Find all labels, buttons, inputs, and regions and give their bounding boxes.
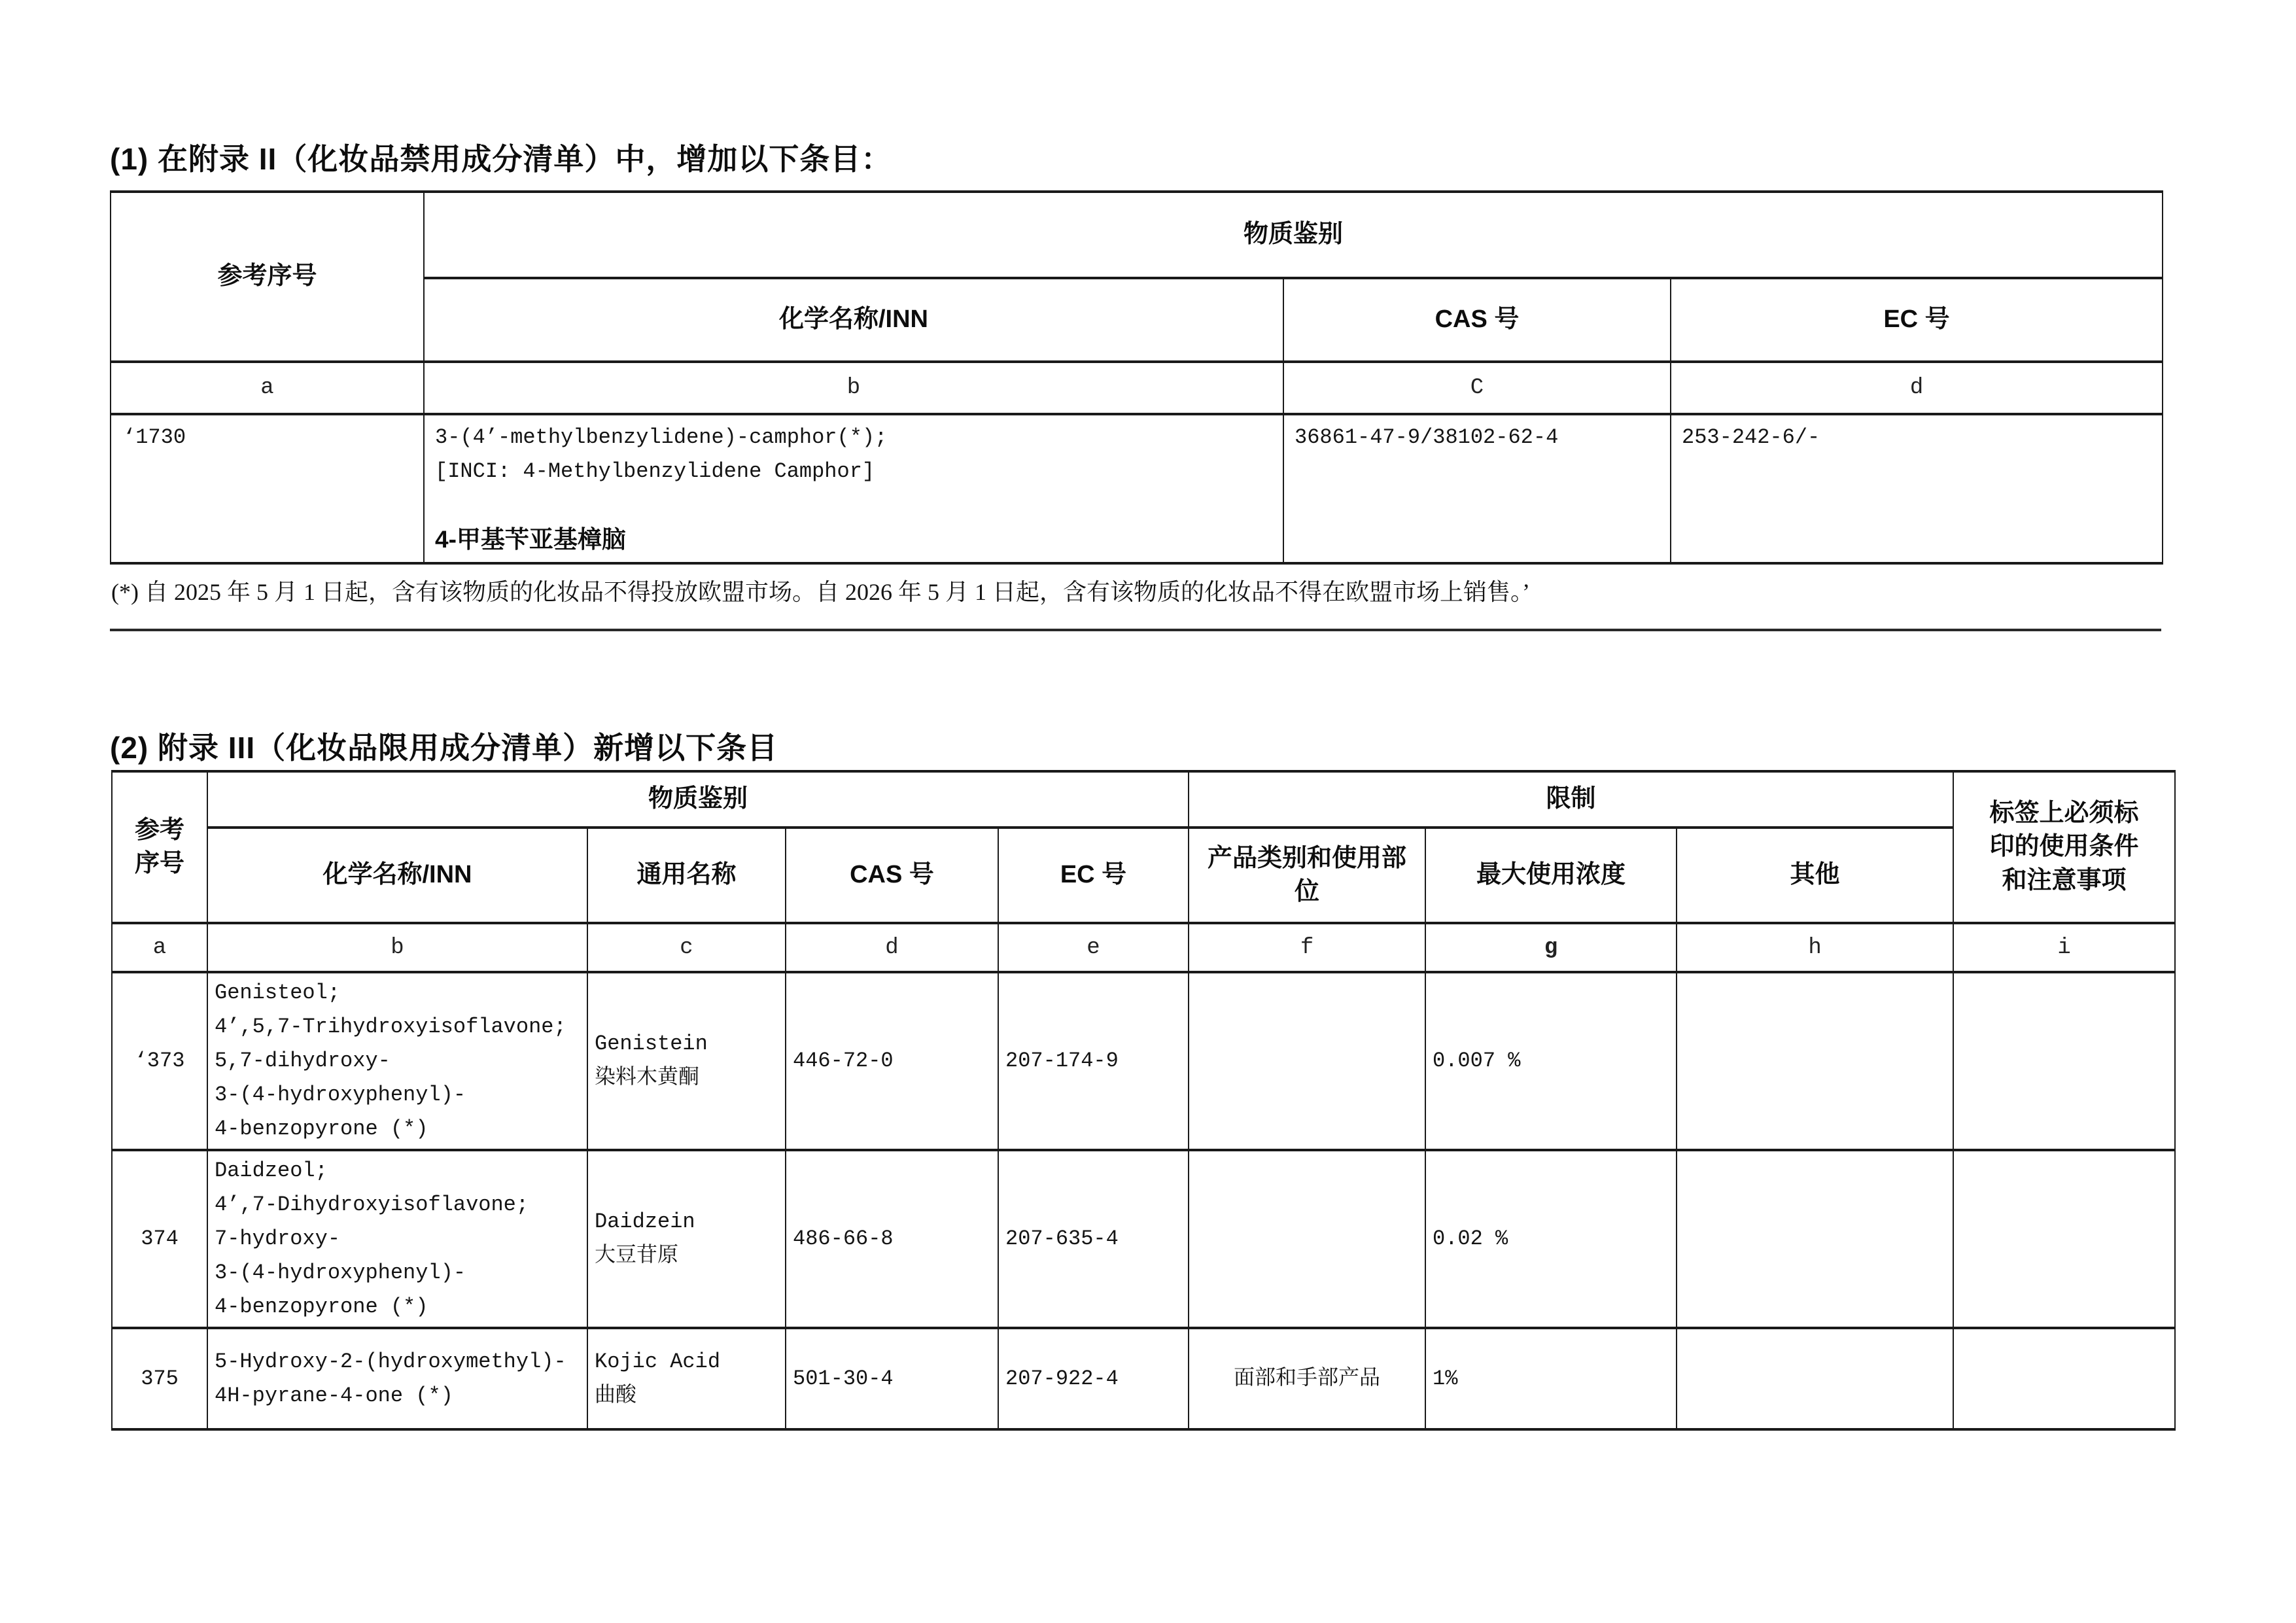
- annex2-letter-d: d: [1671, 362, 2163, 414]
- horizontal-divider: [110, 629, 2161, 631]
- annex3-row-373: [112, 972, 2175, 1150]
- annex3-letter-d: d: [786, 923, 998, 972]
- annex3-letter-c: c: [587, 923, 786, 972]
- row375-common-name: Kojic Acid 曲酸: [587, 1328, 786, 1429]
- annex2-cell-ref: ‘1730: [111, 414, 424, 563]
- annex2-header-ref: 参考序号: [111, 192, 424, 362]
- annex2-cell-chemical-name: [424, 414, 1283, 563]
- annex3-header-max-concentration: 最大使用浓度: [1425, 828, 1677, 923]
- row375-label-conditions: [1953, 1328, 2175, 1429]
- row374-product-type: [1189, 1150, 1425, 1328]
- annex3-header-product-type: 产品类别和使用部位: [1189, 828, 1425, 923]
- row375-ref: 375: [112, 1328, 207, 1429]
- row373-ec: 207-174-9: [998, 972, 1189, 1150]
- annex2-letter-b: b: [424, 362, 1283, 414]
- annex2-letter-c: C: [1283, 362, 1671, 414]
- annex3-letter-b: b: [207, 923, 587, 972]
- row374-cas: 486-66-8: [786, 1150, 998, 1328]
- annex2-letter-a: a: [111, 362, 424, 414]
- row374-chemical-name: Daidzeol; 4’,7-Dihydroxyisoflavone; 7-hydroxy- 3-(4-hydroxyphenyl)- 4-benzopyrone (*): [207, 1150, 587, 1328]
- row375-ec: 207-922-4: [998, 1328, 1189, 1429]
- annex3-header-ec: EC 号: [998, 828, 1189, 923]
- annex3-letter-g: g: [1425, 923, 1677, 972]
- annex3-header-label-conditions: 标签上必须标印的使用条件和注意事项: [1953, 771, 2175, 923]
- annex2-header-cas: CAS 号: [1283, 278, 1671, 362]
- row375-chemical-name: 5-Hydroxy-2-(hydroxymethyl)- 4H-pyrane-4-one (*): [207, 1328, 587, 1429]
- annex3-letter-h: h: [1677, 923, 1953, 972]
- annex3-letter-e: e: [998, 923, 1189, 972]
- annex3-row-374: [112, 1150, 2175, 1328]
- row373-max-concentration: 0.007 %: [1425, 972, 1677, 1150]
- row373-product-type: [1189, 972, 1425, 1150]
- annex2-header-chemical-name: 化学名称/INN: [424, 278, 1283, 362]
- row374-label-conditions: [1953, 1150, 2175, 1328]
- annex3-letter-i: i: [1953, 923, 2175, 972]
- annex3-letter-f: f: [1189, 923, 1425, 972]
- section1-heading: (1) 在附录 II（化妆品禁用成分清单）中，增加以下条目：: [110, 142, 892, 176]
- chemical-name-line2: [INCI: 4-Methylbenzylidene Camphor]: [435, 459, 875, 483]
- row373-chemical-name: Genisteol; 4’,5,7-Trihydroxyisoflavone; 5,7-dihydroxy- 3-(4-hydroxyphenyl)- 4-benzopyrone (*): [207, 972, 587, 1150]
- row374-common-name: Daidzein 大豆苷原: [587, 1150, 786, 1328]
- section2-heading: (2) 附录 III（化妆品限用成分清单）新增以下条目: [110, 731, 778, 765]
- row373-common-name: Genistein 染料木黄酮: [587, 972, 786, 1150]
- annex3-header-cas: CAS 号: [786, 828, 998, 923]
- row373-ref: ‘373: [112, 972, 207, 1150]
- annex2-header-ec: EC 号: [1671, 278, 2163, 362]
- row375-product-type: 面部和手部产品: [1189, 1328, 1425, 1429]
- annex3-header-common-name: 通用名称: [587, 828, 786, 923]
- annex2-cell-cas: 36861-47-9/38102-62-4: [1283, 414, 1671, 563]
- row374-ec: 207-635-4: [998, 1150, 1189, 1328]
- row375-max-concentration: 1%: [1425, 1328, 1677, 1429]
- row374-other: [1677, 1150, 1953, 1328]
- row374-ref: 374: [112, 1150, 207, 1328]
- annex3-header-restrictions: 限制: [1189, 771, 1953, 828]
- annex3-letter-a: a: [112, 923, 207, 972]
- annex3-row-375: [112, 1328, 2175, 1429]
- annex3-header-substance-identity: 物质鉴别: [207, 771, 1189, 828]
- chemical-name-line1: 3-(4’-methylbenzylidene)-camphor(*);: [435, 425, 888, 449]
- row373-other: [1677, 972, 1953, 1150]
- annex2-table: [110, 190, 2163, 565]
- annex3-header-other: 其他: [1677, 828, 1953, 923]
- chemical-name-chinese: 4-甲基苄亚基樟脑: [435, 526, 626, 553]
- row373-label-conditions: [1953, 972, 2175, 1150]
- annex2-cell-ec: 253-242-6/-: [1671, 414, 2163, 563]
- annex3-header-ref: 参考序号: [112, 771, 207, 923]
- asterisk-footnote: (*) 自 2025 年 5 月 1 日起，含有该物质的化妆品不得投放欧盟市场。自 2026 年 5 月 1 日起，含有该物质的化妆品不得在欧盟市场上销售。’: [111, 579, 1530, 605]
- row373-cas: 446-72-0: [786, 972, 998, 1150]
- annex3-table: [111, 770, 2176, 1431]
- annex2-header-substance-identity: 物质鉴别: [424, 192, 2163, 278]
- row374-max-concentration: 0.02 %: [1425, 1150, 1677, 1328]
- annex2-row-1730: [111, 414, 2163, 563]
- row375-cas: 501-30-4: [786, 1328, 998, 1429]
- annex3-header-chemical-name: 化学名称/INN: [207, 828, 587, 923]
- row375-other: [1677, 1328, 1953, 1429]
